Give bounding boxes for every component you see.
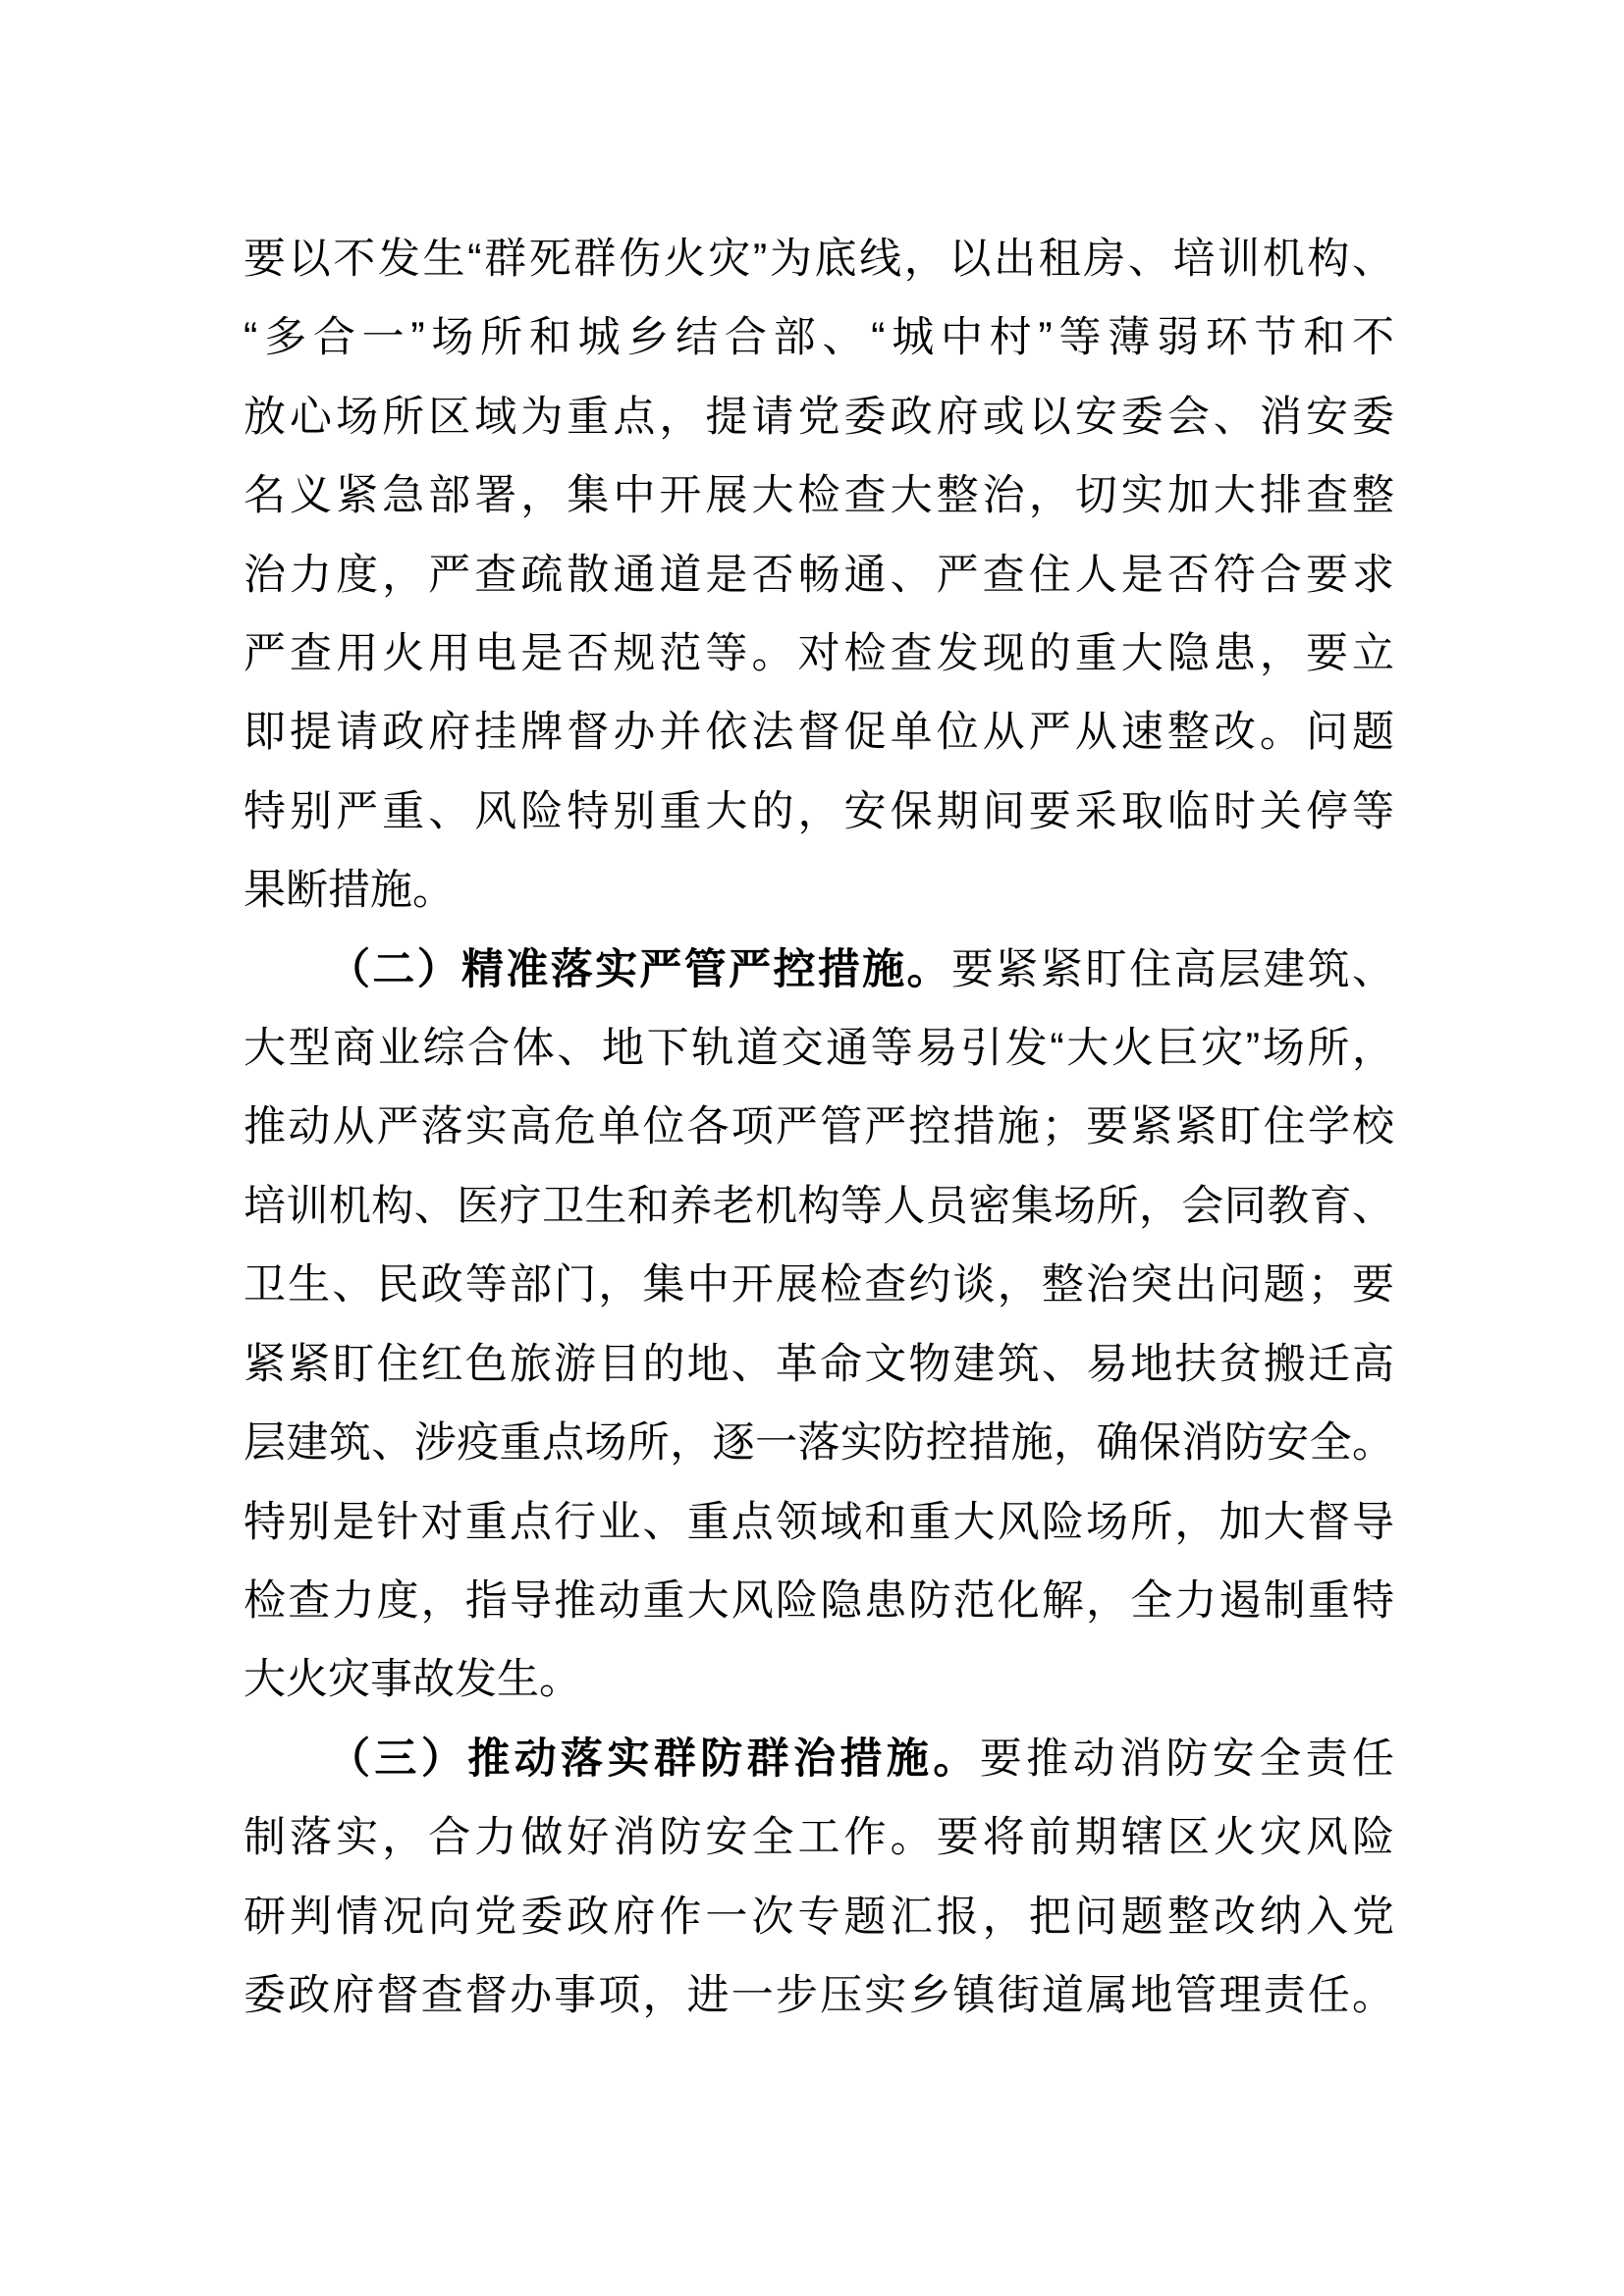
text-segment: 培训机构、医疗卫生和养老机构等人员密集场所，会同教育、 <box>244 1182 1394 1230</box>
text-segment: 要以不发生“群死群伤火灾”为底线，以出租房、培训机构、 <box>244 236 1394 283</box>
text-line <box>244 1640 1394 1719</box>
document-body <box>244 220 1394 2035</box>
text-segment: 名义紧急部署，集中开展大检查大整治，切实加大排查整 <box>244 472 1394 520</box>
text-segment: 检查力度，指导推动重大风险隐患防范化解，全力遏制重特 <box>244 1576 1394 1625</box>
text-line <box>244 1167 1394 1246</box>
text-line <box>244 1878 1394 1956</box>
text-line <box>244 1798 1394 1877</box>
text-segment: 层建筑、涉疫重点场所，逐一落实防控措施，确保消防安全。 <box>244 1419 1394 1468</box>
text-line <box>244 693 1394 772</box>
text-segment: 特别是针对重点行业、重点领域和重大风险场所，加大督导 <box>244 1498 1394 1546</box>
text-segment: 委政府督查督办事项，进一步压实乡镇街道属地管理责任。 <box>244 1971 1394 2019</box>
text-line <box>244 1009 1394 1088</box>
text-line <box>244 614 1394 693</box>
text-segment: 即提请政府挂牌督办并依法督促单位从严从速整改。问题 <box>244 709 1394 757</box>
text-line <box>244 1483 1394 1562</box>
text-segment: 治力度，严查疏散通道是否畅通、严查住人是否符合要求 <box>244 551 1394 599</box>
text-segment: “多合一”场所和城乡结合部、“城中村”等薄弱环节和不 <box>244 314 1394 362</box>
text-line <box>244 536 1394 614</box>
text-line <box>244 1088 1394 1166</box>
text-line <box>244 378 1394 456</box>
text-line <box>244 1246 1394 1324</box>
text-line <box>244 298 1394 377</box>
text-line <box>244 456 1394 535</box>
text-segment: 卫生、民政等部门，集中开展检查约谈，整治突出问题；要 <box>244 1261 1394 1309</box>
text-segment: 严查用火用电是否规范等。对检查发现的重大隐患，要立 <box>244 630 1394 678</box>
text-segment: 研判情况向党委政府作一次专题汇报，把问题整改纳入党 <box>244 1893 1394 1941</box>
text-segment: 制落实，合力做好消防安全工作。要将前期辖区火灾风险 <box>244 1814 1394 1862</box>
heading-segment: （三）推动落实群防群治措施。 <box>328 1735 980 1783</box>
text-line <box>244 1404 1394 1482</box>
text-segment: 要紧紧盯住高层建筑、 <box>950 945 1395 993</box>
text-line <box>244 1956 1394 2035</box>
text-line <box>244 220 1394 298</box>
text-line <box>244 851 1394 930</box>
text-line <box>244 1720 1394 1798</box>
text-line <box>244 773 1394 851</box>
text-segment: 放心场所区域为重点，提请党委政府或以安委会、消安委 <box>244 393 1394 441</box>
text-line <box>244 931 1394 1009</box>
text-segment: 果断措施。 <box>244 867 455 915</box>
text-line <box>244 1325 1394 1404</box>
text-line <box>244 1562 1394 1640</box>
text-segment: 紧紧盯住红色旅游目的地、革命文物建筑、易地扶贫搬迁高 <box>244 1340 1394 1388</box>
text-segment: 特别严重、风险特别重大的，安保期间要采取临时关停等 <box>244 787 1394 835</box>
heading-segment: （二）精准落实严管严控措施。 <box>328 945 951 993</box>
text-segment: 要推动消防安全责任 <box>979 1735 1395 1783</box>
text-segment: 大型商业综合体、地下轨道交通等易引发“大火巨灾”场所， <box>244 1025 1394 1073</box>
text-segment: 大火灾事故发生。 <box>244 1656 581 1704</box>
text-segment: 推动从严落实高危单位各项严管严控措施；要紧紧盯住学校 <box>244 1103 1394 1151</box>
